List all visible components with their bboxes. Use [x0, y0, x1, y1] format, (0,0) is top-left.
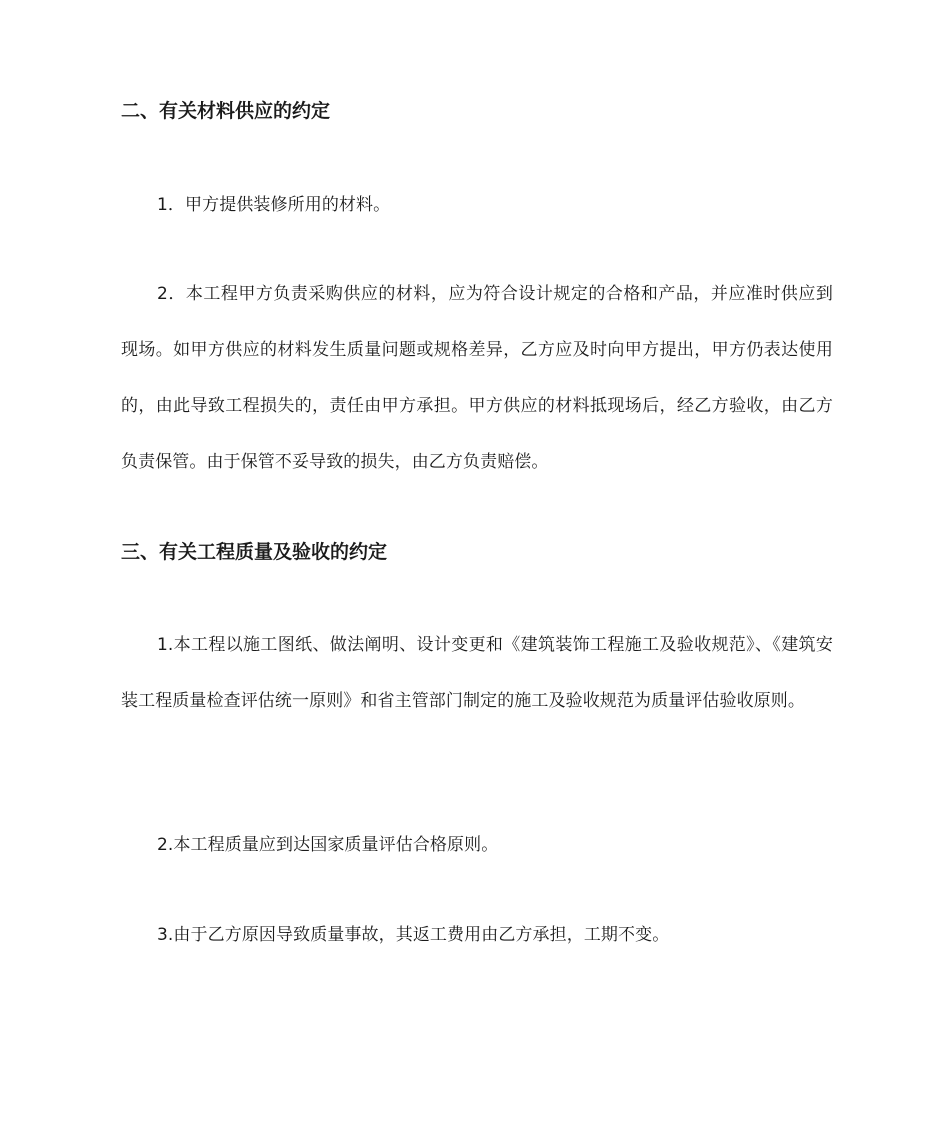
- section-heading-quality: 三、有关工程质量及验收的约定: [121, 541, 388, 563]
- clause-materials-1: [121, 177, 833, 233]
- clause-text: 3.由于乙方原因导致质量事故，其返工费用由乙方承担，工期不变。: [157, 925, 670, 945]
- section-heading-materials: 二、有关材料供应的约定: [121, 100, 331, 122]
- clause-text: 1.本工程以施工图纸、做法阐明、设计变更和《建筑装饰工程施工及验收规范》、《建筑安装工程质量检查评估统一原则》和省主管部门制定的施工及验收规范为质量评估验收原则。: [121, 635, 833, 711]
- clause-text: 2．本工程甲方负责采购供应的材料，应为符合设计规定的合格和产品，并应准时供应到现场。如甲方供应的材料发生质量问题或规格差异，乙方应及时向甲方提出，甲方仍表达使用的，由此导致工程损失的，责任由甲方承担。甲方供应的材料抵现场后，经乙方验收，由乙方负责保管。由于保管不妥导致的损失，由乙方负责赔偿。: [121, 284, 833, 472]
- clause-quality-3: [121, 907, 833, 963]
- clause-text: 2.本工程质量应到达国家质量评估合格原则。: [157, 835, 499, 855]
- clause-materials-2: [121, 266, 833, 490]
- clause-quality-1: [121, 617, 833, 729]
- clause-text: 1．甲方提供装修所用的材料。: [157, 195, 391, 215]
- clause-quality-2: [121, 817, 833, 873]
